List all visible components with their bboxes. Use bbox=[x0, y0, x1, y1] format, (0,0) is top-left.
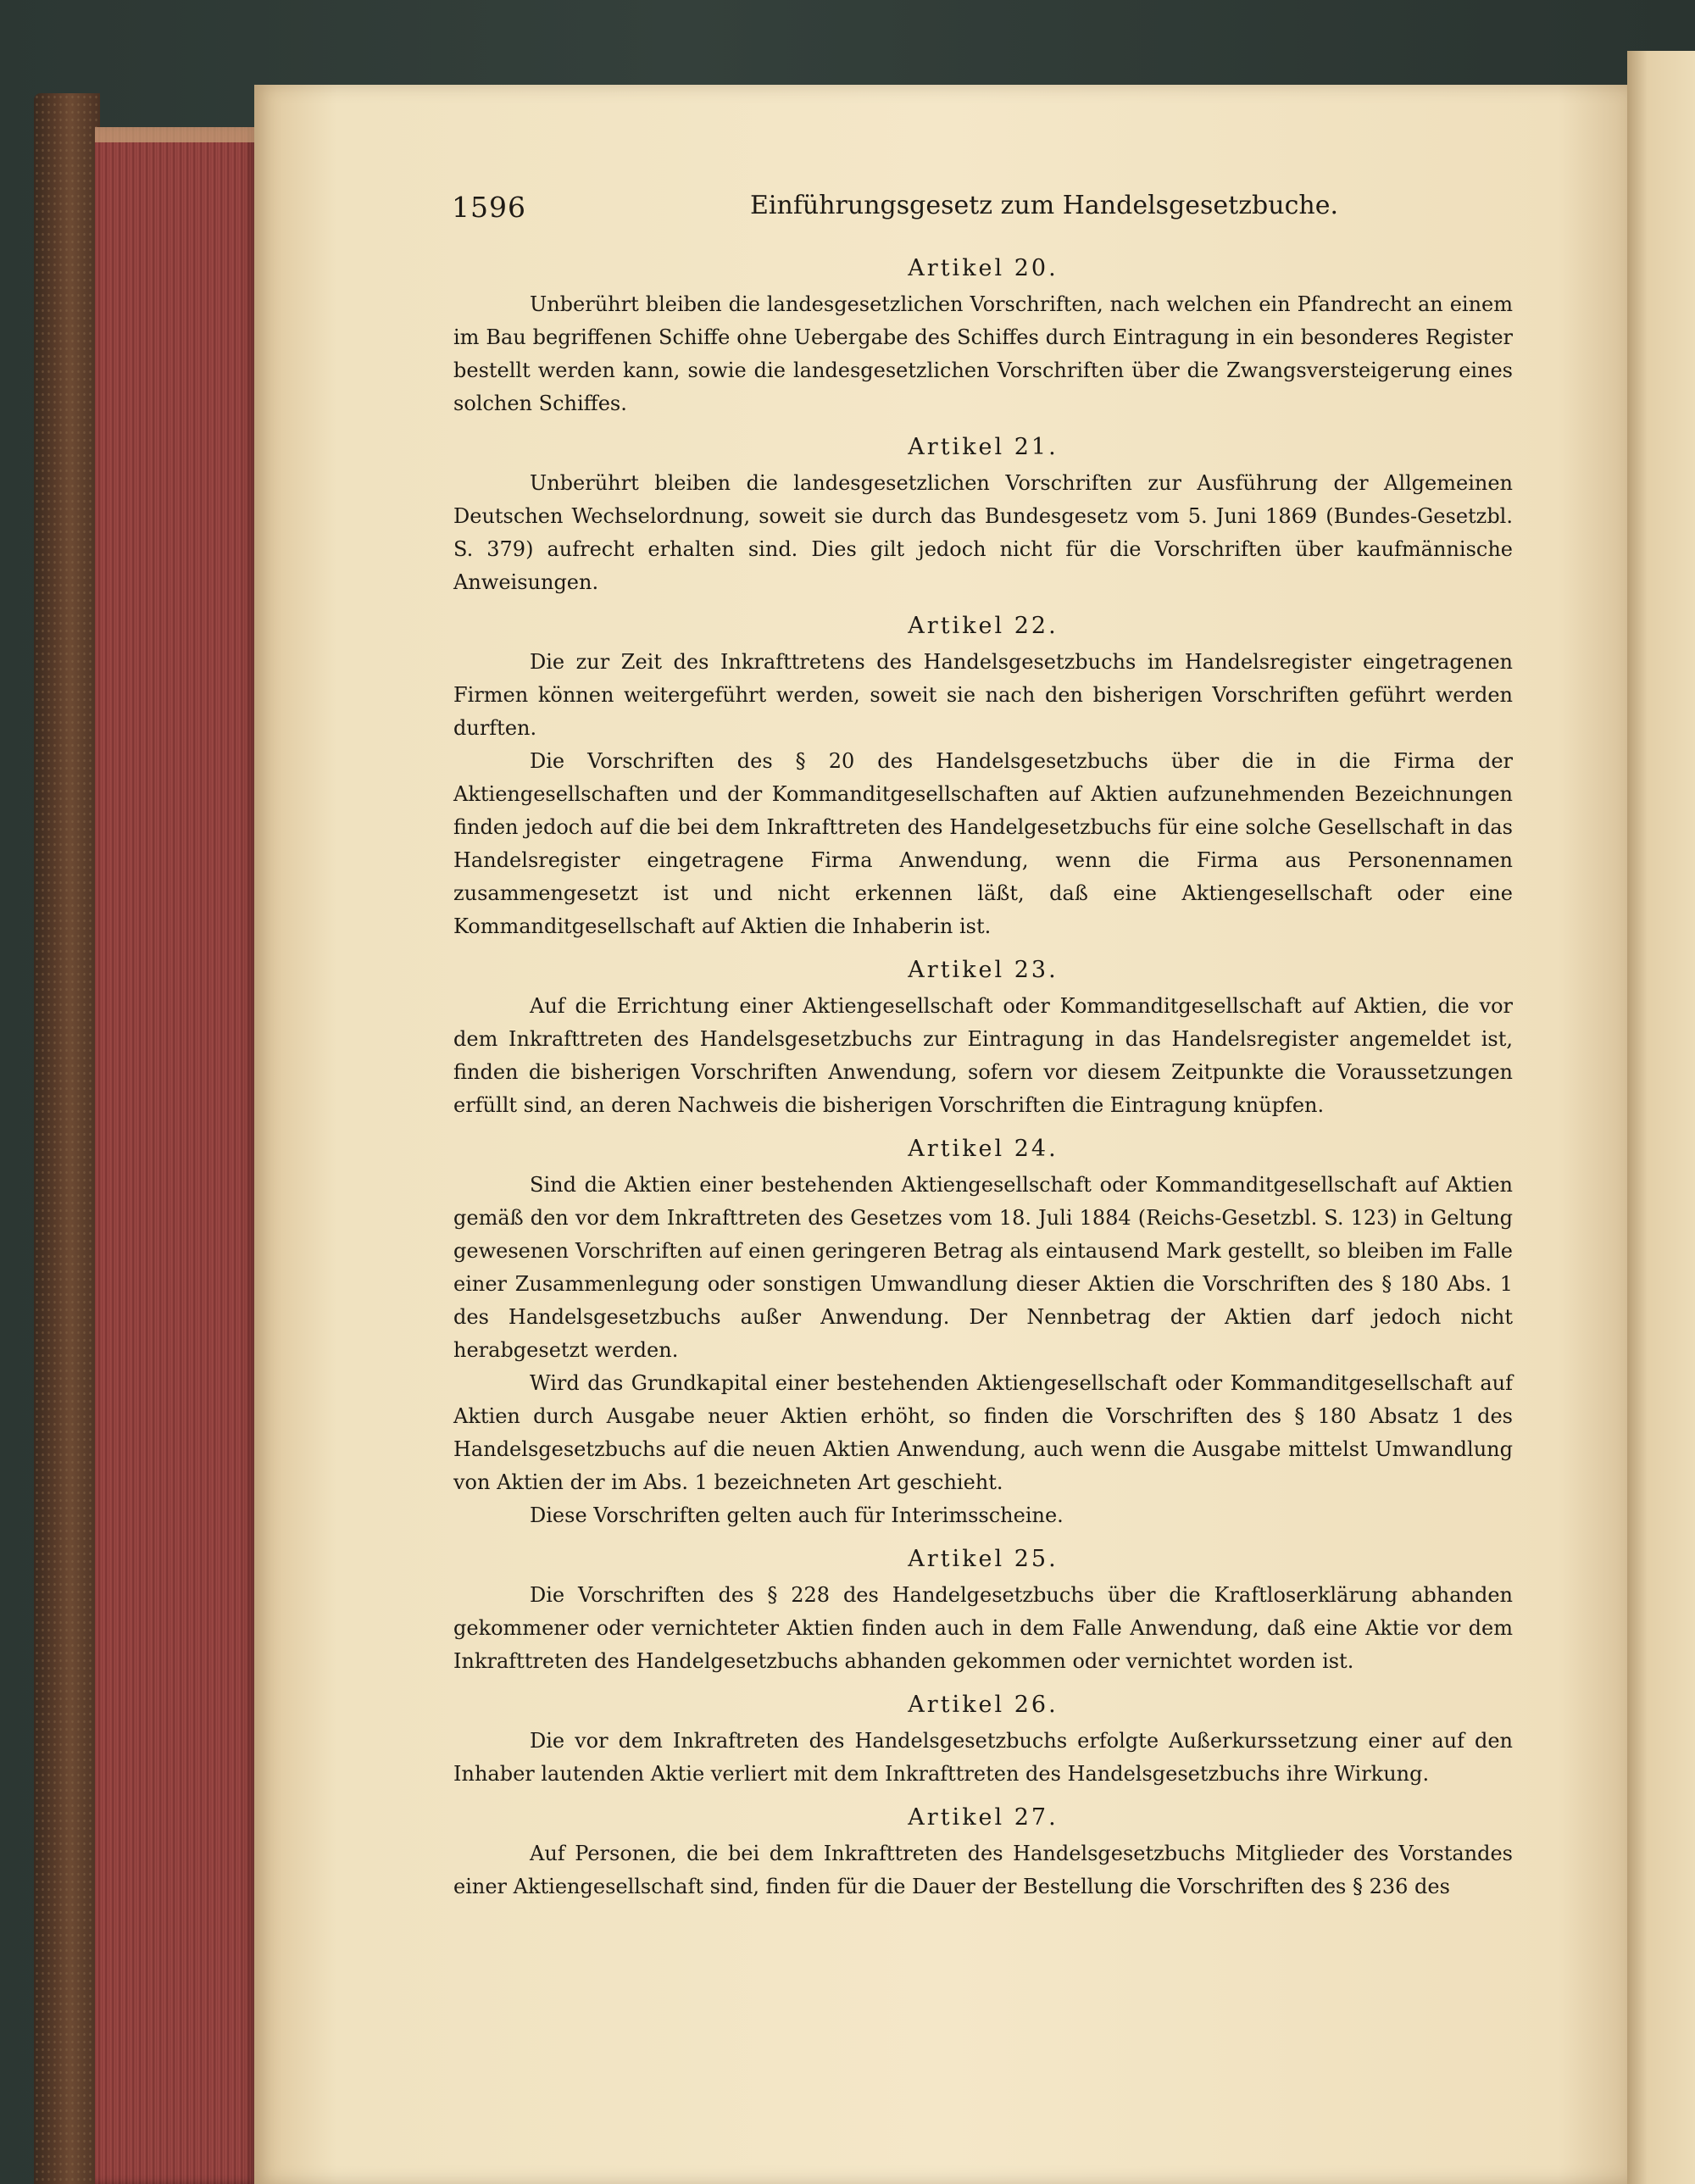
paragraph: Die Vorschriften des § 20 des Handelsgesetzbuchs über die in die Firma der Aktiengesellschaften und der Kommanditgesellschaften auf Aktien aufzunehmenden Bezeichnungen finden jedoch auf die bei dem Inkrafttreten des Handelgesetzbuchs für eine solche Gesellschaft in das Handelsregister eingetragene Firma Anwendung, wenn die Firma aus Personennamen zusammengesetzt ist und nicht erkennen läßt, daß eine Aktiengesellschaft oder eine Kommanditgesellschaft auf Aktien die Inhaberin ist. bbox=[453, 749, 1513, 938]
article-20 bbox=[453, 255, 1513, 420]
article-21 bbox=[453, 434, 1513, 599]
page-content bbox=[453, 191, 1513, 1903]
article-heading: Artikel 25. bbox=[908, 1546, 1059, 1572]
book-page bbox=[254, 85, 1627, 2184]
book-cover-leather bbox=[34, 93, 100, 2184]
article-heading: Artikel 26. bbox=[908, 1692, 1059, 1718]
article-24 bbox=[453, 1136, 1513, 1532]
paragraph: Wird das Grundkapital einer bestehenden Aktiengesellschaft oder Kommanditgesellschaft auf Aktien durch Ausgabe neuer Aktien erhöht, so finden die Vorschriften des § 180 Absatz 1 des Handelsgesetzbuchs auf die neuen Aktien Anwendung, auch wenn die Ausgabe mittelst Umwandlung von Aktien der im Abs. 1 bezeichneten Art geschieht. bbox=[453, 1371, 1513, 1494]
paragraph: Auf die Errichtung einer Aktiengesellschaft oder Kommanditgesellschaft auf Aktien, die vor dem Inkrafttreten des Handelsgesetzbuchs zur Eintragung in das Handelsregister angemeldet ist, finden die bisherigen Vorschriften Anwendung, sofern vor diesem Zeitpunkte die Voraussetzungen erfüllt sind, an deren Nachweis die bisherigen Vorschriften die Eintragung knüpfen. bbox=[453, 994, 1513, 1117]
article-23 bbox=[453, 957, 1513, 1122]
article-heading: Artikel 21. bbox=[908, 434, 1059, 460]
article-22 bbox=[453, 613, 1513, 943]
article-heading: Artikel 23. bbox=[908, 957, 1059, 983]
article-heading: Artikel 20. bbox=[908, 255, 1059, 281]
article-27 bbox=[453, 1804, 1513, 1903]
article-25 bbox=[453, 1546, 1513, 1678]
paragraph: Die Vorschriften des § 228 des Handelgesetzbuchs über die Kraftloserklärung abhanden gekommener oder vernichteter Aktien finden auch in dem Falle Anwendung, daß eine Aktie vor dem Inkrafttreten des Handelgesetzbuchs abhanden gekommen oder vernichtet worden ist. bbox=[453, 1583, 1513, 1673]
page-edges-top bbox=[95, 127, 256, 142]
page-number: 1596 bbox=[452, 191, 526, 224]
paragraph: Diese Vorschriften gelten auch für Interimsscheine. bbox=[530, 1503, 1064, 1527]
facing-page-edge bbox=[1627, 51, 1695, 2184]
article-heading: Artikel 24. bbox=[908, 1136, 1059, 1162]
leather-texture bbox=[34, 93, 100, 2184]
page-edges bbox=[95, 127, 256, 2184]
article-heading: Artikel 22. bbox=[908, 613, 1059, 639]
paragraph: Die vor dem Inkraftreten des Handelsgesetzbuchs erfolgte Außerkurssetzung einer auf den Inhaber lautenden Aktie verliert mit dem Inkrafttreten des Handelsgesetzbuchs ihre Wirkung. bbox=[453, 1729, 1513, 1786]
paragraph: Unberührt bleiben die landesgesetzlichen Vorschriften, nach welchen ein Pfandrecht an einem im Bau begriffenen Schiffe ohne Uebergabe des Schiffes durch Eintragung in ein besonderes Register bestellt werden kann, sowie die landesgesetzlichen Vorschriften über die Zwangsversteigerung eines solchen Schiffes. bbox=[453, 292, 1513, 415]
paragraph: Unberührt bleiben die landesgesetzlichen Vorschriften zur Ausführung der Allgemeinen Deutschen Wechselordnung, soweit sie durch das Bundesgesetz vom 5. Juni 1869 (Bundes-Gesetzbl. S. 379) aufrecht erhalten sind. Dies gilt jedoch nicht für die Vorschriften über kaufmännische Anweisungen. bbox=[453, 471, 1513, 594]
paragraph: Sind die Aktien einer bestehenden Aktiengesellschaft oder Kommanditgesellschaft auf Aktien gemäß den vor dem Inkrafttreten des Gesetzes vom 18. Juli 1884 (Reichs-Gesetzbl. S. 123) in Geltung gewesenen Vorschriften auf einen geringeren Betrag als eintausend Mark gestellt, so bleiben im Falle einer Zusammenlegung oder sonstigen Umwandlung dieser Aktien die Vorschriften des § 180 Abs. 1 des Handelsgesetzbuchs außer Anwendung. Der Nennbetrag der Aktien darf jedoch nicht herabgesetzt werden. bbox=[453, 1173, 1513, 1362]
running-title: Einführungsgesetz zum Handelsgesetzbuche. bbox=[750, 191, 1338, 220]
running-head bbox=[453, 191, 1513, 242]
article-26 bbox=[453, 1692, 1513, 1791]
article-heading: Artikel 27. bbox=[908, 1804, 1059, 1831]
paragraph: Die zur Zeit des Inkrafttretens des Handelsgesetzbuchs im Handelsregister eingetragenen Firmen können weitergeführt werden, soweit sie nach den bisherigen Vorschriften geführt werden durften. bbox=[453, 650, 1513, 740]
paragraph: Auf Personen, die bei dem Inkrafttreten des Handelsgesetzbuchs Mitglieder des Vorstandes einer Aktiengesellschaft sind, finden für die Dauer der Bestellung die Vorschriften des § 236 des bbox=[453, 1842, 1513, 1898]
